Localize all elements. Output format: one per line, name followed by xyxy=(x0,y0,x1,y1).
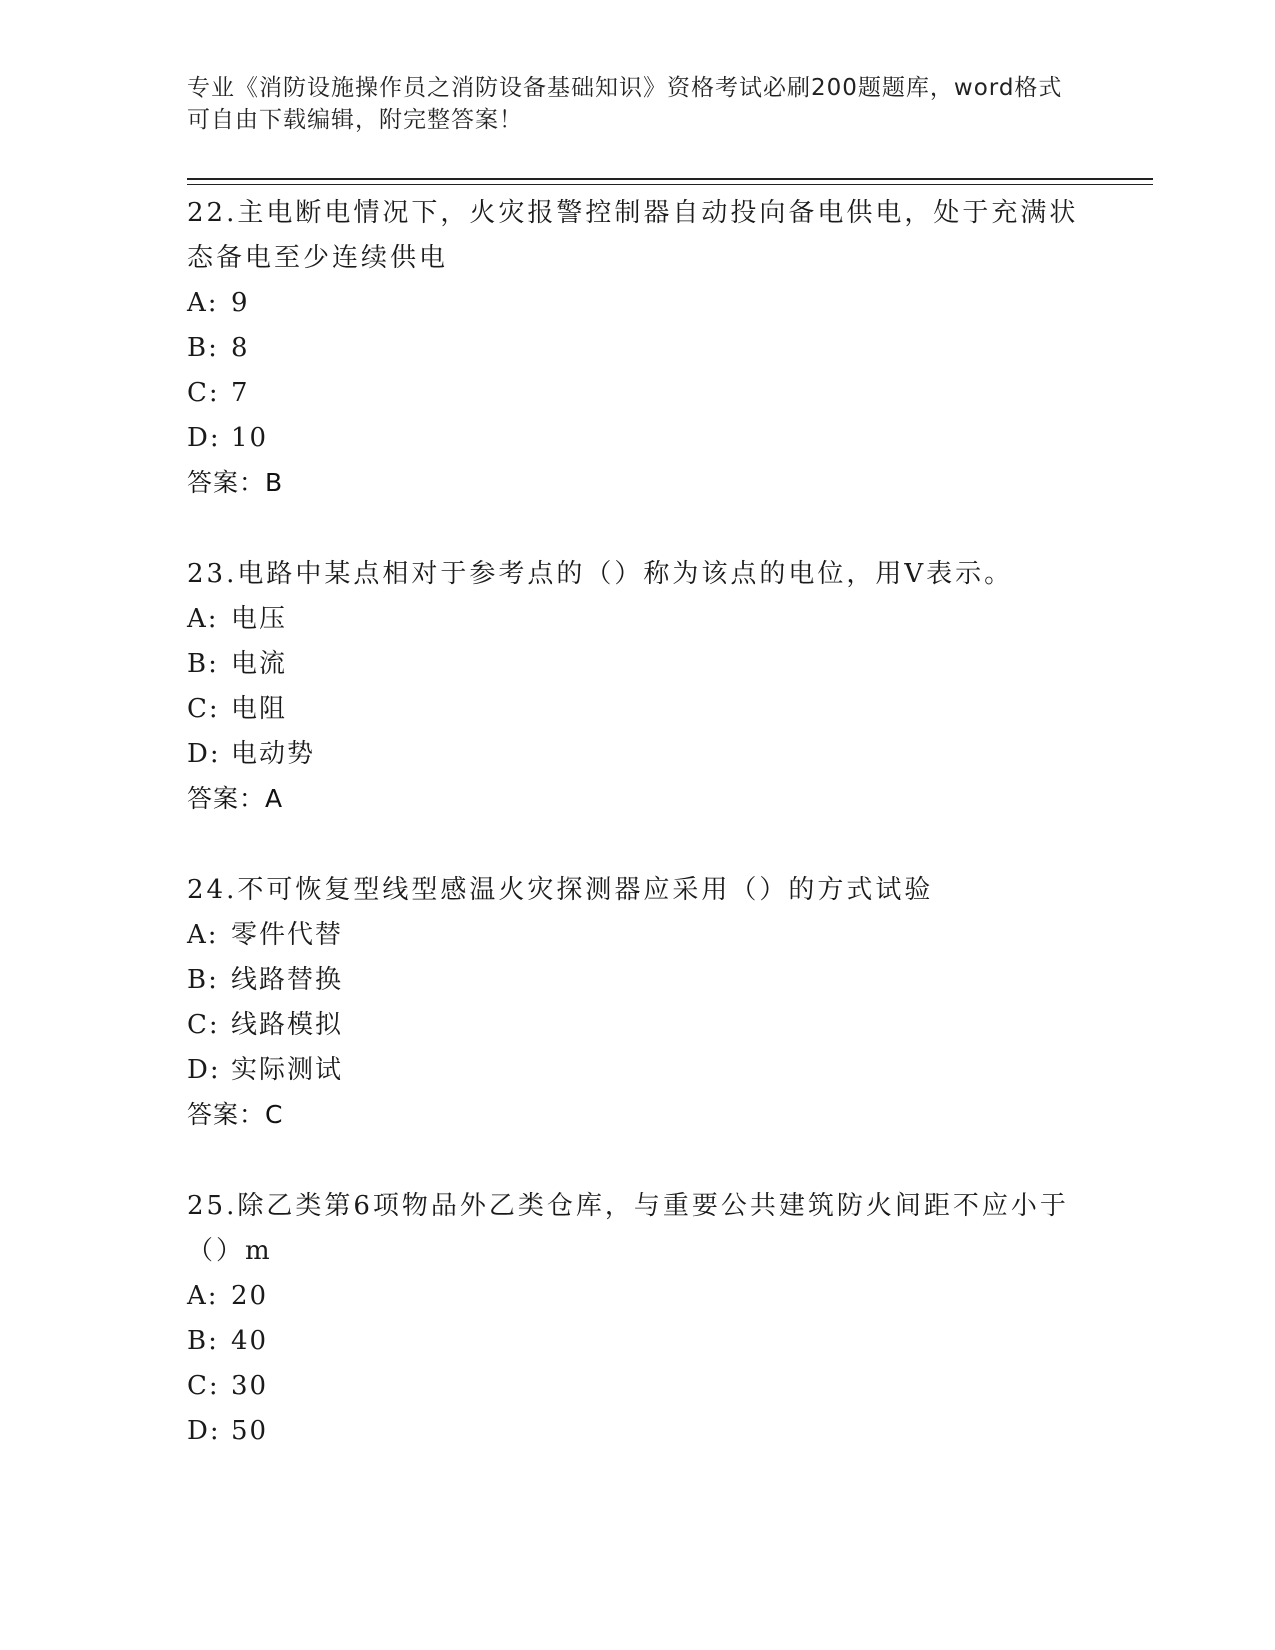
question-list xyxy=(187,190,1087,1500)
option-a xyxy=(187,597,1087,642)
option-text: 10 xyxy=(231,423,269,453)
option-text: 线路替换 xyxy=(231,965,344,995)
option-text: 7 xyxy=(231,378,250,408)
option-text: 实际测试 xyxy=(231,1055,344,1085)
option-b xyxy=(187,958,1087,1003)
option-letter: A: xyxy=(187,920,219,950)
option-letter: C: xyxy=(187,378,220,408)
question-stem: 25.除乙类第6项物品外乙类仓库，与重要公共建筑防火间距不应小于（）m xyxy=(187,1191,1069,1266)
option-letter: B: xyxy=(187,333,219,363)
option-letter: B: xyxy=(187,1326,219,1356)
answer-line: 答案：C xyxy=(187,1100,284,1129)
question-23 xyxy=(187,551,1087,821)
question-25 xyxy=(187,1183,1087,1454)
option-letter: A: xyxy=(187,288,219,318)
option-text: 电阻 xyxy=(231,694,288,724)
option-letter: C: xyxy=(187,694,220,724)
header-divider-thick xyxy=(187,178,1153,180)
option-letter: C: xyxy=(187,1371,220,1401)
option-letter: A: xyxy=(187,1281,219,1311)
option-letter: C: xyxy=(187,1010,220,1040)
option-letter: A: xyxy=(187,604,219,634)
question-stem: 24.不可恢复型线型感温火灾探测器应采用（）的方式试验 xyxy=(187,875,934,905)
option-letter: D: xyxy=(187,423,221,453)
option-letter: D: xyxy=(187,1055,221,1085)
option-a xyxy=(187,1274,1087,1319)
header-divider-thin xyxy=(187,184,1153,185)
document-header: 专业《消防设施操作员之消防设备基础知识》资格考试必刷200题题库，word格式可自由下载编辑，附完整答案！ xyxy=(187,75,1063,133)
option-text: 9 xyxy=(231,288,250,318)
option-c xyxy=(187,1003,1087,1048)
option-text: 电动势 xyxy=(231,739,316,769)
option-text: 线路模拟 xyxy=(231,1010,344,1040)
option-b xyxy=(187,326,1087,371)
answer-line: 答案：A xyxy=(187,784,284,813)
question-22 xyxy=(187,190,1087,505)
question-stem: 22.主电断电情况下，火灾报警控制器自动投向备电供电，处于充满状态备电至少连续供电 xyxy=(187,198,1079,273)
option-text: 8 xyxy=(231,333,250,363)
option-text: 50 xyxy=(231,1416,269,1446)
option-letter: D: xyxy=(187,739,221,769)
answer-line: 答案：B xyxy=(187,468,284,497)
option-b xyxy=(187,1319,1087,1364)
option-text: 电压 xyxy=(231,604,288,634)
option-text: 电流 xyxy=(231,649,288,679)
option-letter: B: xyxy=(187,965,219,995)
option-d xyxy=(187,1048,1087,1093)
option-a xyxy=(187,913,1087,958)
option-d xyxy=(187,416,1087,461)
option-letter: B: xyxy=(187,649,219,679)
option-c xyxy=(187,371,1087,416)
option-c xyxy=(187,687,1087,732)
option-letter: D: xyxy=(187,1416,221,1446)
question-24 xyxy=(187,867,1087,1137)
option-text: 40 xyxy=(231,1326,269,1356)
option-b xyxy=(187,642,1087,687)
question-stem: 23.电路中某点相对于参考点的（）称为该点的电位，用V表示。 xyxy=(187,559,1014,589)
option-text: 30 xyxy=(231,1371,269,1401)
option-d xyxy=(187,732,1087,777)
option-a xyxy=(187,281,1087,326)
option-d xyxy=(187,1409,1087,1454)
option-text: 零件代替 xyxy=(231,920,344,950)
option-c xyxy=(187,1364,1087,1409)
option-text: 20 xyxy=(231,1281,269,1311)
